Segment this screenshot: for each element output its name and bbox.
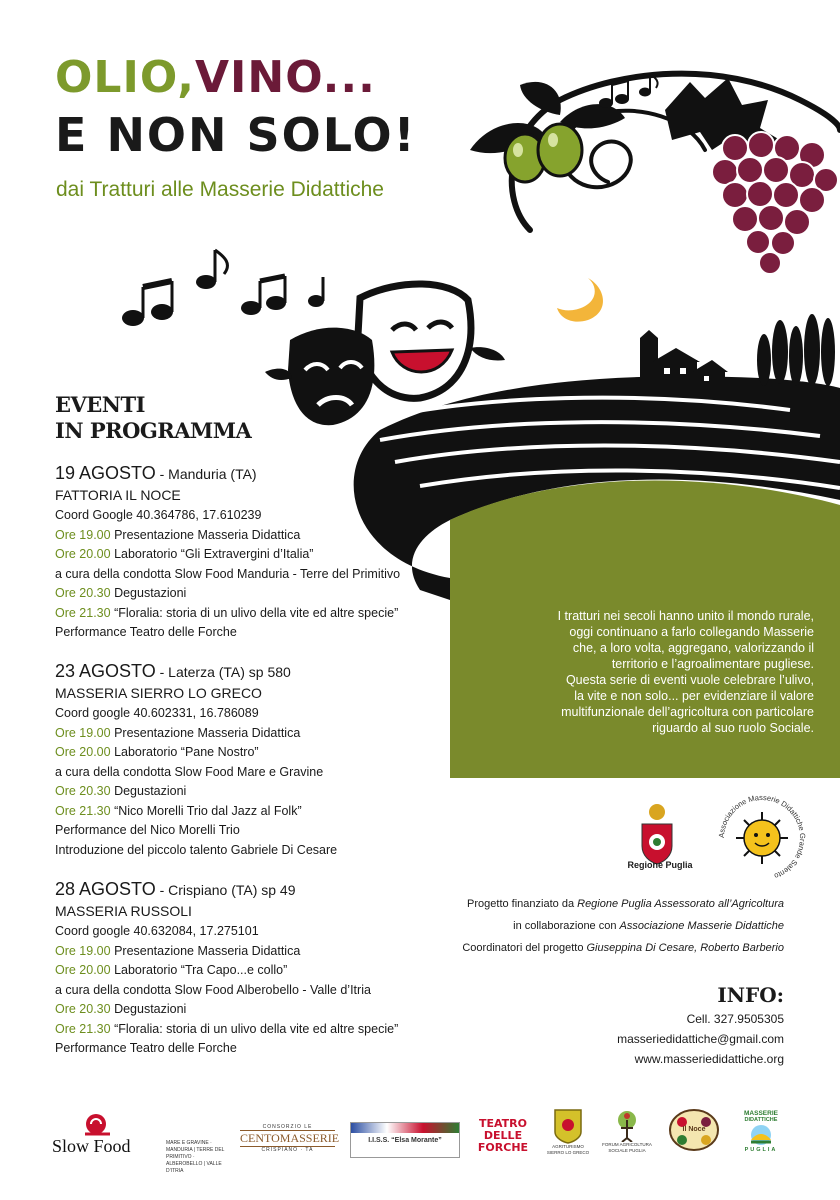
event-coord: Coord google 40.632084, 17.275101 [55, 924, 259, 938]
forum-name: FORUM AGRICOLTURA SOCIALE PUGLIA [602, 1142, 652, 1153]
footer-logos [0, 1100, 840, 1174]
info-block [617, 983, 784, 1069]
event-line: Ore 21.30 “Floralia: storia di un ulivo della vite ed altre specie” [55, 605, 399, 620]
agriturismo-logo [545, 1108, 591, 1156]
cento-top: CONSORZIO LE [262, 1124, 313, 1130]
event-line: Ore 20.00 Laboratorio “Pane Nostro” [55, 745, 259, 759]
event-date: 19 AGOSTO [55, 463, 156, 483]
info-website[interactable]: www.masseriedidattiche.org [634, 1052, 784, 1066]
event-block [55, 660, 455, 860]
events-heading [55, 392, 251, 445]
event-line: Ore 21.30 “Floralia: storia di un ulivo della vite ed altre specie” [55, 1021, 399, 1036]
big-music-notes-icon [122, 250, 324, 326]
title-vino: VINO... [194, 52, 376, 103]
mdp-line2: DIDATTICHE [744, 1117, 778, 1123]
panel-line: territorio e l’agroalimentare pugliese. [611, 657, 814, 671]
il-noce-logo [668, 1108, 720, 1152]
credit-line: in collaborazione con Associazione Masserie Didattiche [513, 920, 784, 932]
mdp-line3: PUGLIA [744, 1147, 778, 1153]
teatro-line1: TEATRO [478, 1117, 527, 1130]
event-line: Ore 20.30 Degustazioni [55, 586, 187, 600]
event-line: Ore 19.00 Presentazione Masseria Didattica [55, 527, 301, 542]
event-date-line [55, 462, 455, 485]
centomasserie-logo [240, 1124, 340, 1153]
event-line: Ore 20.00 Laboratorio “Gli Extravergini d’Italia” [55, 547, 314, 561]
panel-line: multifunzionale dell’agricoltura con particolare [561, 705, 814, 719]
regione-puglia-label: Regione Puglia [627, 860, 693, 870]
slowfood-logo [52, 1110, 162, 1157]
event-coord: Coord google 40.602331, 16.786089 [55, 706, 259, 720]
event-line: Ore 20.30 Degustazioni [55, 784, 187, 798]
credit-line: Coordinatori del progetto Giuseppina Di Cesare, Roberto Barberio [462, 942, 784, 954]
snail-icon [82, 1110, 112, 1136]
description-panel [450, 578, 840, 778]
grapes-icon [712, 132, 838, 274]
panel-line: Questa serie di eventi vuole celebrare l’ulivo, [565, 673, 814, 687]
event-line: Performance Teatro delle Forche [55, 1041, 237, 1055]
slowfood-name: Slow Food [52, 1136, 131, 1156]
project-credits [462, 893, 784, 959]
teatro-line2: DELLE [483, 1129, 523, 1142]
panel-line: la vite e non solo... per evidenziare il valore [574, 689, 814, 703]
panel-line: riguardo al suo ruolo Sociale. [652, 721, 814, 735]
agriturismo-badge-icon [553, 1108, 583, 1144]
cento-name: CENTOMASSERIE [240, 1131, 340, 1145]
event-venue: MASSERIA SIERRO LO GRECO [55, 685, 262, 701]
event-line: Ore 20.00 Laboratorio “Tra Capo...e collo” [55, 963, 288, 977]
assoc-masserie-logo [712, 788, 812, 888]
event-date-line [55, 660, 455, 683]
farmhouse-icon [640, 330, 728, 388]
event-line: Performance del Nico Morelli Trio [55, 823, 240, 837]
event-line: a cura della condotta Slow Food Alberobello - Valle d’Itria [55, 982, 371, 997]
event-line: Ore 21.30 “Nico Morelli Trio dal Jazz al Folk” [55, 803, 302, 818]
event-line: Ore 19.00 Presentazione Masseria Didattica [55, 943, 301, 958]
event-block [55, 462, 455, 643]
events-heading-line1: EVENTI [55, 392, 145, 417]
info-email[interactable]: masseriedidattiche@gmail.com [617, 1032, 784, 1046]
event-date: 23 AGOSTO [55, 661, 156, 681]
panel-line: che, a loro volta, aggregano, valorizzando il [572, 641, 814, 655]
info-heading: INFO: [717, 983, 784, 1007]
teatro-line3: FORCHE [477, 1141, 529, 1154]
panel-line: I tratturi nei secoli hanno unito il mondo rurale, [557, 609, 814, 623]
events-heading-line2: IN PROGRAMMA [55, 418, 252, 444]
il-noce-name: Il Noce [682, 1126, 706, 1133]
forum-figure-icon [612, 1108, 642, 1142]
event-venue: MASSERIA RUSSOLI [55, 903, 192, 919]
event-location: - Manduria (TA) [155, 466, 257, 482]
event-venue: FATTORIA IL NOCE [55, 487, 181, 503]
event-line: Introduzione del piccolo talento Gabriele Di Cesare [55, 842, 338, 857]
event-location: - Crispiano (TA) sp 49 [155, 882, 296, 898]
event-line: a cura della condotta Slow Food Manduria - Terre del Primitivo [55, 566, 401, 581]
event-line: a cura della condotta Slow Food Mare e Gravine [55, 764, 324, 779]
moon-icon [557, 278, 603, 322]
event-coord: Coord Google 40.364786, 17.610239 [55, 508, 262, 522]
assoc-ring-text: Associazione Masserie Didattiche Grande Salento [716, 792, 808, 881]
info-phone: Cell. 327.9505305 [686, 1012, 784, 1026]
slowfood-sub: MARE E GRAVINE · MANDURIA | TERRE DEL PRIMITIVO · ALBEROBELLO | VALLE D’ITRIA [166, 1140, 225, 1174]
event-location: - Laterza (TA) sp 580 [155, 664, 291, 680]
event-line: Ore 19.00 Presentazione Masseria Didattica [55, 725, 301, 740]
agriturismo-name: AGRITURISMO SIERRO LO GRECO [546, 1144, 590, 1155]
masserie-didattiche-puglia-logo [738, 1110, 784, 1153]
poster-title-line2: E NON SOLO! [55, 108, 417, 162]
poster-subtitle: dai Tratturi alle Masserie Didattiche [56, 178, 384, 201]
event-date-line [55, 878, 455, 901]
panel-line: oggi continuano a farlo collegando Masserie [569, 625, 814, 639]
forum-logo [600, 1108, 654, 1154]
cento-sub: CRISPIANO · TA [261, 1147, 314, 1153]
event-line: Ore 20.30 Degustazioni [55, 1002, 187, 1016]
event-block [55, 878, 455, 1059]
event-line: Performance Teatro delle Forche [55, 625, 237, 639]
mdp-line1: MASSERIE [744, 1110, 778, 1117]
event-date: 28 AGOSTO [55, 879, 156, 899]
title-olio: OLIO, [55, 52, 195, 103]
iiss-logo [350, 1122, 460, 1158]
mdp-hills-icon [741, 1124, 781, 1146]
iiss-name: I.I.S.S. “Elsa Morante” [368, 1137, 442, 1144]
cypress-trees-icon [757, 314, 835, 386]
teatro-forche-logo [476, 1118, 530, 1154]
poster-title-line1 [55, 52, 376, 103]
credit-line: Progetto finanziato da Regione Puglia Assessorato all’Agricoltura [467, 898, 784, 910]
